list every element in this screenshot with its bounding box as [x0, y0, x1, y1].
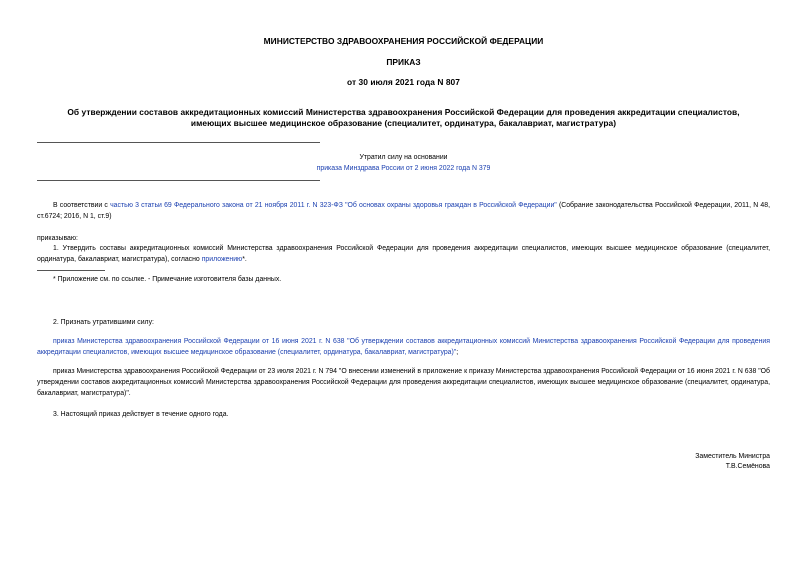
doc-date-number: от 30 июля 2021 года N 807: [347, 77, 460, 87]
order-word: приказываю:: [37, 235, 78, 242]
federal-law-link[interactable]: частью 3 статьи 69 Федерального закона от 21 ноября 2011 г. N 323-ФЗ "Об основах охраны здоровья граждан в Российской Федерации": [110, 202, 557, 209]
item1-paragraph: [37, 243, 770, 265]
divider-bottom: [37, 180, 320, 181]
repeal-order-link[interactable]: приказа Минздрава России от 2 июня 2022 года N 379: [316, 165, 491, 172]
status-note-label: Утратил силу на основании: [359, 154, 448, 161]
divider-top: [37, 142, 320, 143]
doc-type-heading: ПРИКАЗ: [386, 57, 421, 67]
signature-position: Заместитель Министра: [695, 453, 770, 460]
signature-name: Т.В.Семёнова: [725, 463, 770, 470]
item2-sub2: приказ Министерства здравоохранения Российской Федерации от 23 июля 2021 г. N 794 "О внесении изменений в приложение к приказу Министерства здравоохранения Российской Федерации от 16 июня 2021 г. N 638 "Об утверждении составов аккредитационных комиссий Министерства здравоохранения Российской Федерации для проведения аккредитации специалистов, имеющих высшее медицинское образование (специалитет, ординатура, бакалавриат, магистратура)".: [37, 368, 770, 397]
item1-suffix: *.: [242, 256, 247, 263]
preamble-suffix: (Собрание законодательства Российской Федерации, 2011, N 48, ст.6724; 2016, N 1, ст.9): [37, 202, 770, 220]
ministry-heading: МИНИСТЕРСТВО ЗДРАВООХРАНЕНИЯ РОССИЙСКОЙ ФЕДЕРАЦИИ: [263, 36, 544, 46]
appendix-link[interactable]: приложению: [201, 256, 243, 263]
footnote-rule: [37, 270, 105, 271]
status-note-container: [220, 163, 587, 174]
preamble-paragraph: [37, 200, 770, 222]
preamble-prefix: В соответствии с: [53, 202, 111, 209]
doc-title-line2: имеющих высшее медицинское образование (специалитет, ординатура, бакалавриат, магистратура): [190, 118, 617, 128]
doc-title-line1: Об утверждении составов аккредитационных комиссий Министерства здравоохранения Российской Федерации для проведения аккредитации специалистов,: [67, 107, 740, 117]
footnote-text: * Приложение см. по ссылке. - Примечание изготовителя базы данных.: [53, 276, 282, 283]
item2-sub1-suffix: ;: [456, 349, 459, 356]
item1-text: 1. Утвердить составы аккредитационных комиссий Министерства здравоохранения Российской Федерации для проведения аккредитации специалистов, имеющих высшее медицинское образование (специалитет, ординатура, бакалавриат, магистратура), согласно: [37, 245, 770, 263]
item2-heading: 2. Признать утратившими силу:: [53, 319, 154, 326]
item2-sub1: [37, 336, 770, 358]
item3-text: 3. Настоящий приказ действует в течение одного года.: [53, 411, 229, 418]
order-638-link[interactable]: приказ Министерства здравоохранения Российской Федерации от 16 июня 2021 г. N 638 "Об утверждении составов аккредитационных комиссий Министерства здравоохранения Российской Федерации для проведения аккредитации специалистов, имеющих высшее медицинское образование (специалитет, ординатура, бакалавриат, магистратура)": [37, 338, 770, 356]
